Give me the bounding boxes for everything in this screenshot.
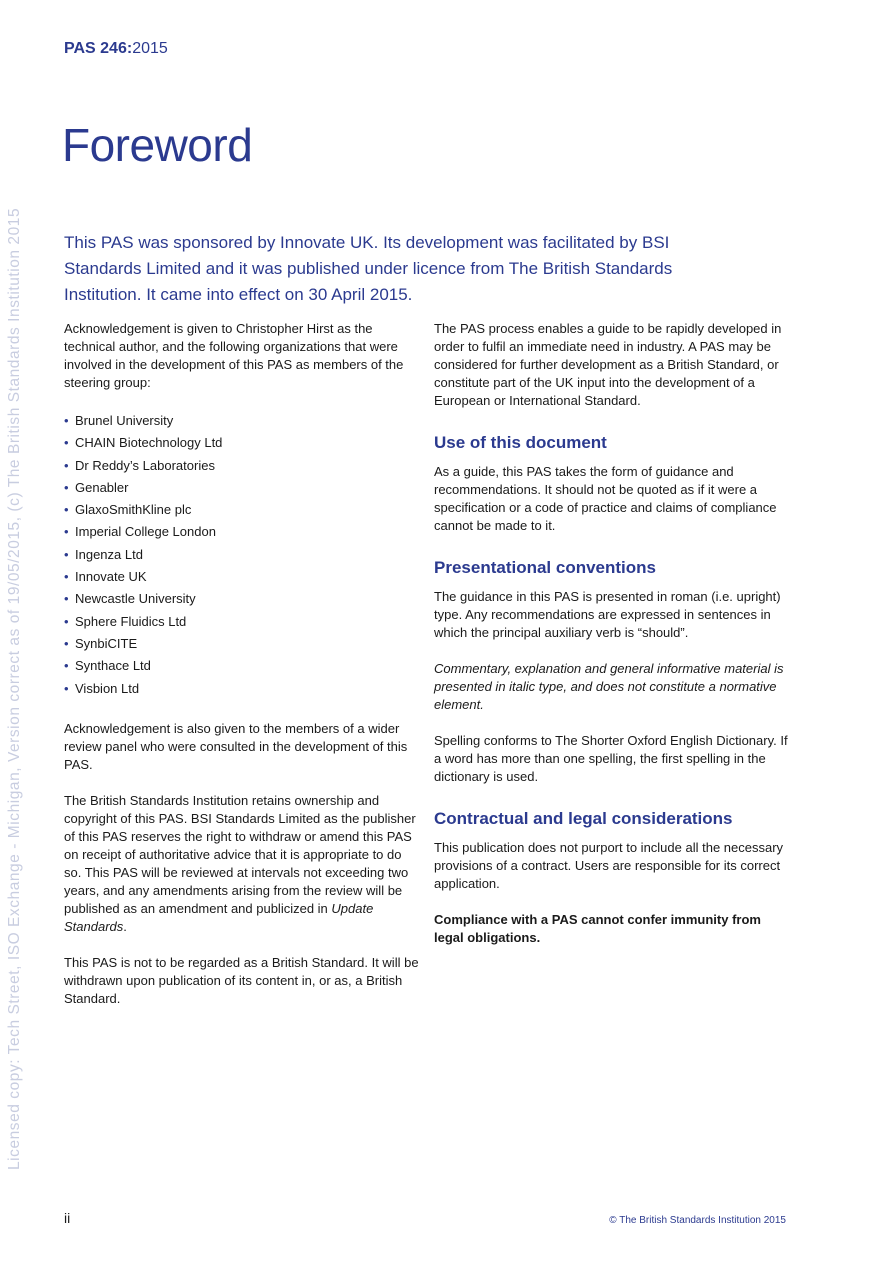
bullet-icon: • (64, 435, 69, 451)
list-item: • Innovate UK (64, 566, 420, 588)
list-item: • CHAIN Biotechnology Ltd (64, 432, 420, 454)
list-item: • Synthace Ltd (64, 655, 420, 677)
page-number: ii (64, 1210, 71, 1226)
bullet-icon: • (64, 502, 69, 518)
document-code (64, 40, 168, 58)
pas-process-paragraph: The PAS process enables a guide to be rapidly developed in order to fulfil an immediate need in industry. A PAS may be considered for further development as a British Standard, or constitute part of the UK input into the development of a European or International Standard. (434, 321, 782, 408)
use-of-document-paragraph: As a guide, this PAS takes the form of guidance and recommendations. It should not be quoted as if it were a specification or a code of practice and claims of compliance cannot be made to it. (434, 464, 777, 533)
list-item: • Genabler (64, 477, 420, 499)
pas-year: 2015 (132, 40, 168, 57)
bullet-icon: • (64, 591, 69, 607)
list-item: • Brunel University (64, 410, 420, 432)
list-item: • Ingenza Ltd (64, 544, 420, 566)
left-column (64, 320, 420, 1026)
bullet-icon: • (64, 569, 69, 585)
bullet-icon: • (64, 413, 69, 428)
bullet-icon: • (64, 457, 69, 473)
footer-copyright: © The British Standards Institution 2015 (609, 1215, 786, 1226)
list-item: • Imperial College London (64, 521, 420, 543)
use-of-document-heading: Use of this document (434, 433, 607, 452)
not-british-standard-paragraph: This PAS is not to be regarded as a British Standard. It will be withdrawn upon publication of its content in, or as, a British Standard. (64, 954, 419, 1006)
list-item: • SynbiCITE (64, 633, 420, 655)
list-item: • Newcastle University (64, 588, 420, 610)
spelling-paragraph: Spelling conforms to The Shorter Oxford English Dictionary. If a word has more than one spelling, the first spelling in the dictionary is used. (434, 733, 788, 784)
ownership-paragraph: The British Standards Institution retains ownership and copyright of this PAS. BSI Standards Limited as the publisher of this PAS reserves the right to withdraw or amend this PAS on receipt of authoritative advice that it is appropriate to do so. This PAS will be reviewed at intervals not exceeding two years, and any amendments arising from the review will be published as an amendment and publicized in Update Standards. (64, 792, 416, 934)
commentary-note: Commentary, explanation and general informative material is presented in italic type, and does not constitute a normative element. (434, 661, 784, 712)
bullet-icon: • (64, 546, 69, 562)
review-panel-paragraph: Acknowledgement is also given to the members of a wider review panel who were consulted in the development of this PAS. (64, 720, 408, 772)
acknowledgement-paragraph: Acknowledgement is given to Christopher Hirst as the technical author, and the following organizations that were involved in the development of this PAS as members of the steering group: (64, 321, 404, 390)
list-item: • Dr Reddy’s Laboratories (64, 455, 420, 477)
bullet-icon: • (64, 479, 69, 495)
list-item: • Visbion Ltd (64, 678, 420, 700)
page-title: Foreword (62, 119, 253, 171)
bullet-icon: • (64, 635, 69, 651)
bullet-icon: • (64, 658, 69, 674)
presentational-conventions-paragraph: The guidance in this PAS is presented in roman (i.e. upright) type. Any recommendations are expressed in sentences in which the principal auxiliary verb is “should”. (434, 589, 781, 640)
presentational-conventions-heading: Presentational conventions (434, 558, 656, 577)
list-item: • Sphere Fluidics Ltd (64, 611, 420, 633)
update-standards-title: Update Standards (64, 900, 374, 934)
steering-group-list (64, 410, 420, 700)
right-column (434, 320, 794, 965)
bullet-icon: • (64, 680, 69, 696)
intro-paragraph: This PAS was sponsored by Innovate UK. Its development was facilitated by BSI Standards Limited and it was published under licence from The British Standards Institution. It came into effect on 30 April 2015. (64, 233, 673, 304)
legal-considerations-paragraph: This publication does not purport to include all the necessary provisions of a contract. Users are responsible for its correct application. (434, 840, 784, 891)
bullet-icon: • (64, 524, 69, 540)
license-watermark: Licensed copy: Tech Street, ISO Exchange - Michigan, Version correct as of 19/05/2015, (c) The British Standards Institution 2015 (6, 207, 23, 1170)
compliance-statement: Compliance with a PAS cannot confer immunity from legal obligations. (434, 912, 761, 945)
bullet-icon: • (64, 613, 69, 629)
pas-number: PAS 246: (64, 40, 133, 57)
list-item: • GlaxoSmithKline plc (64, 499, 420, 521)
legal-considerations-heading: Contractual and legal considerations (434, 809, 733, 828)
